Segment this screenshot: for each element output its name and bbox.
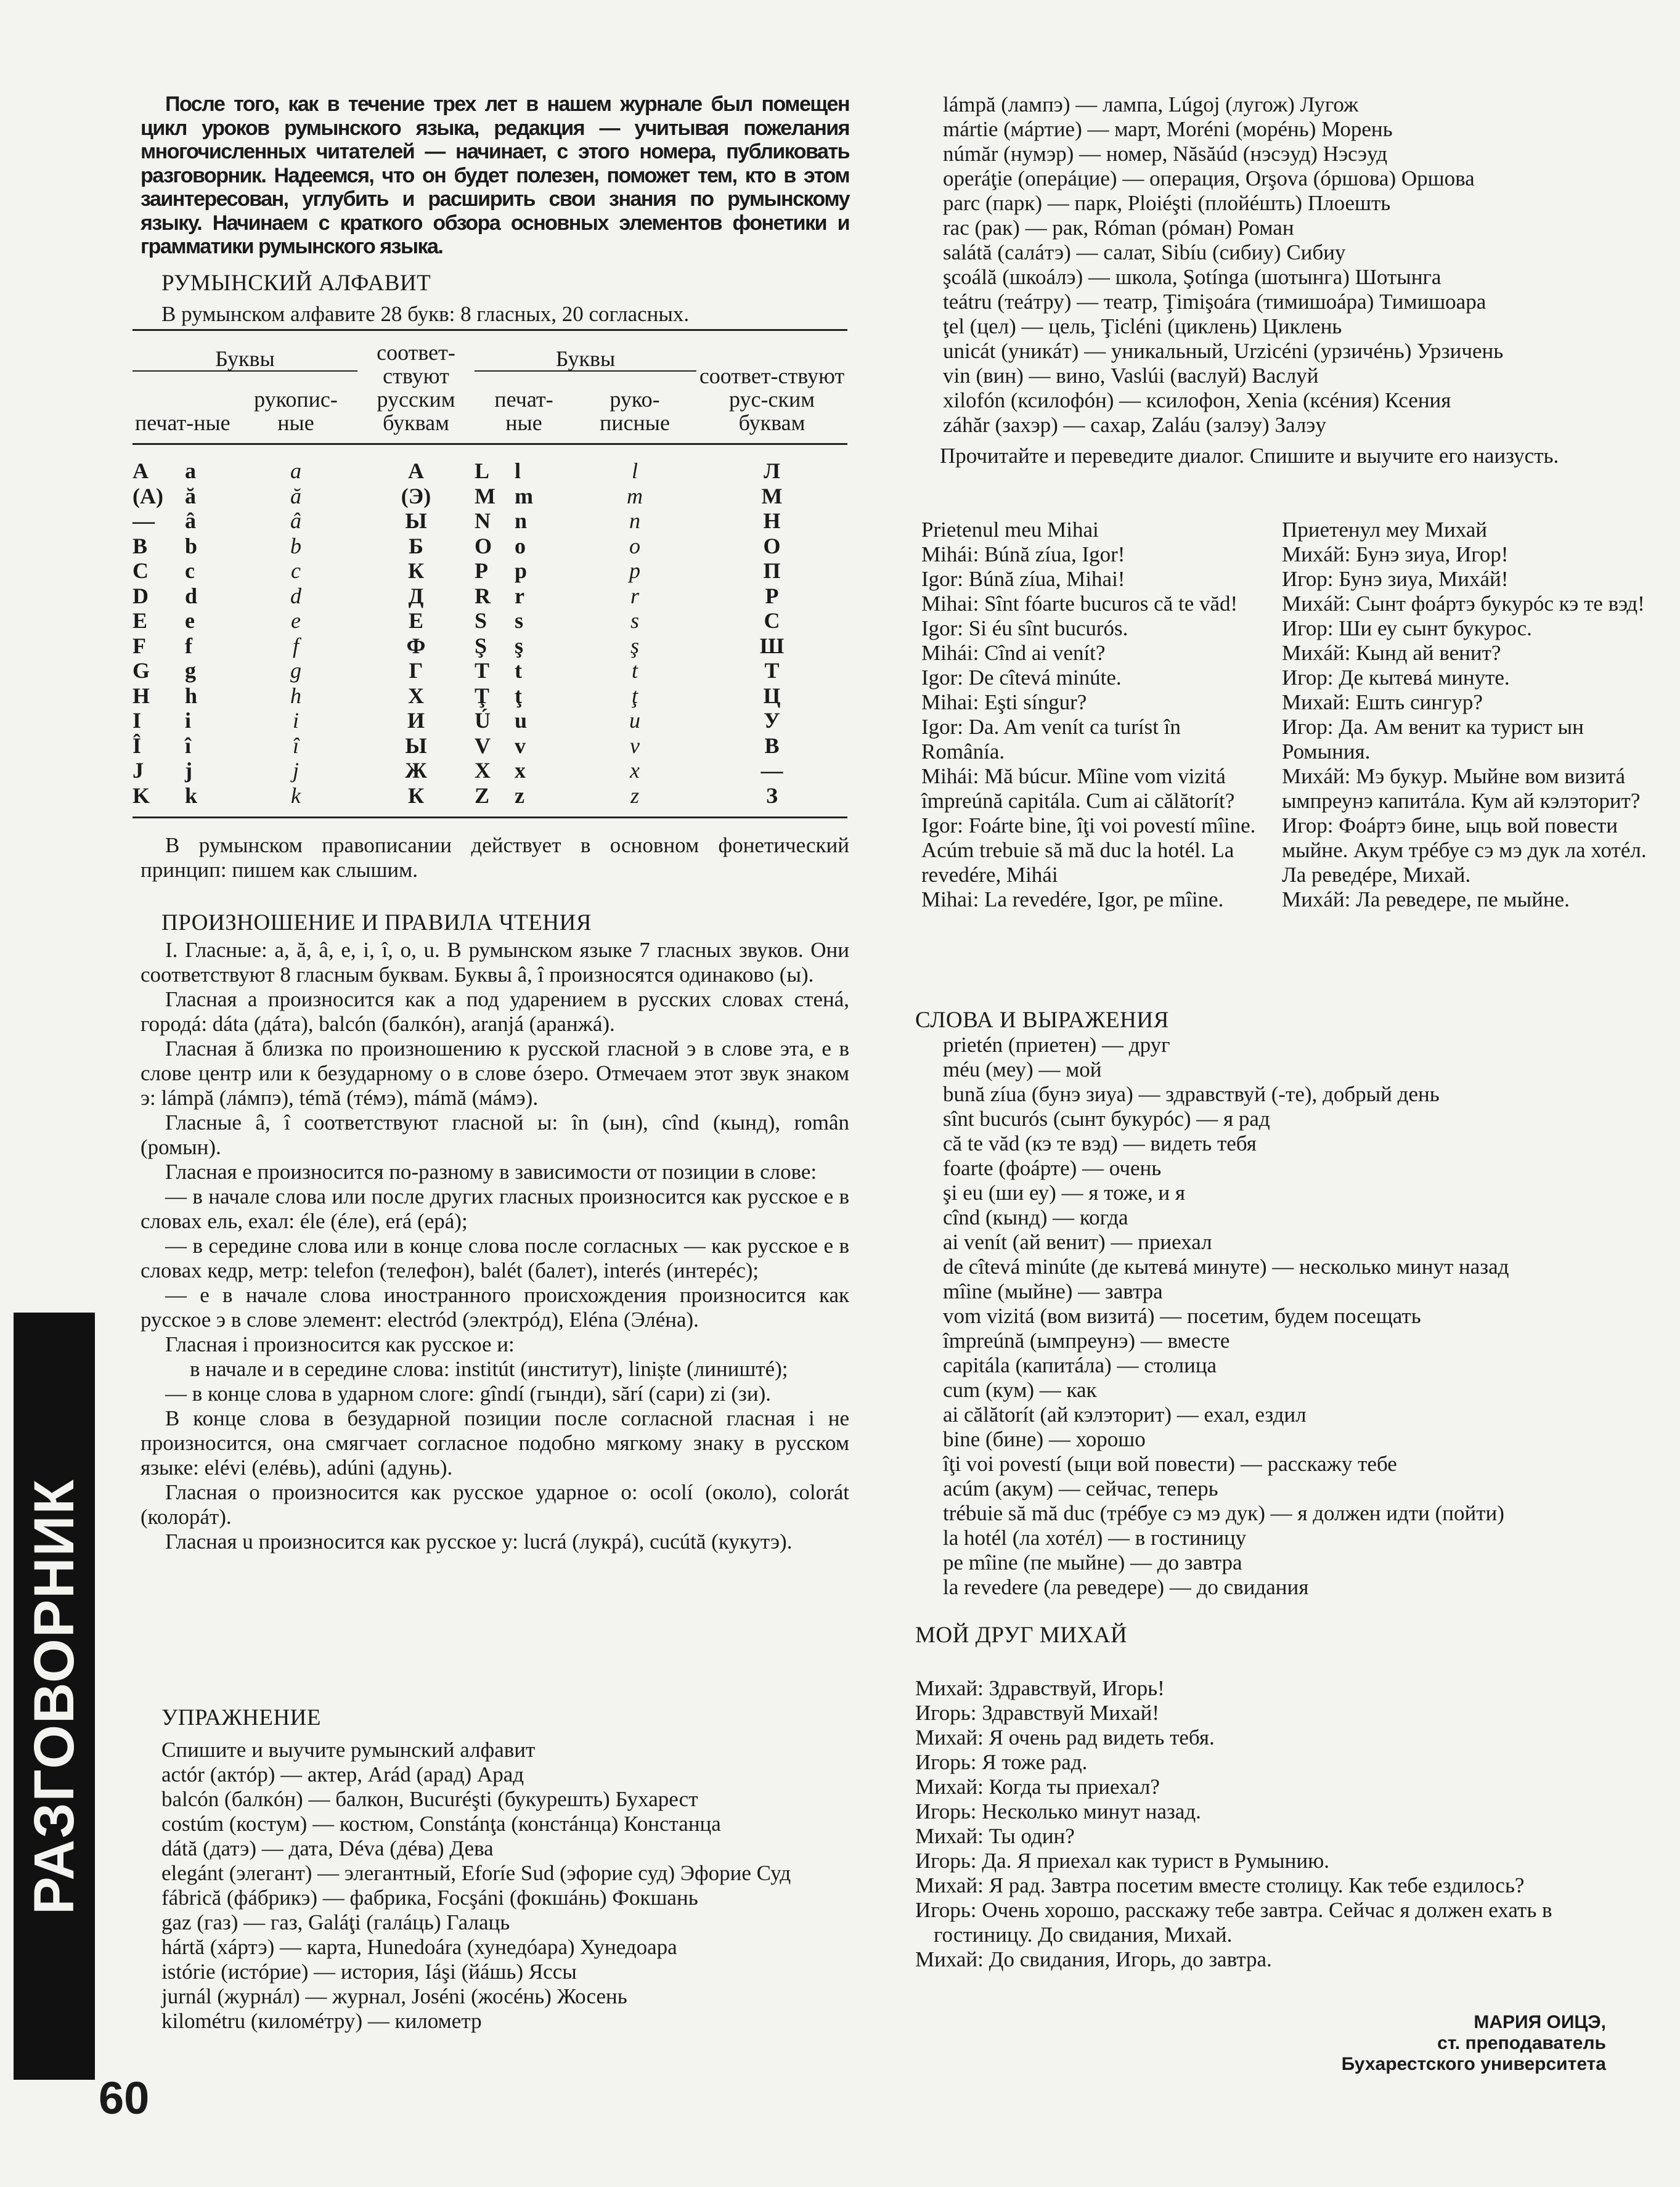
exercise-word: záhăr (захэр) — сахар, Zaláu (залэу) Залэу [943, 413, 1326, 437]
dialog-line-transliteration: Михáй: Мэ букур. Мыйне вом визитá ымпреунэ капитáла. Кум ай кэлэторит? [1282, 764, 1641, 813]
dialog-line-romanian: Igor: Da. Am venít ca turíst în Româníа. [921, 715, 1181, 764]
alphabet-russian-letter: З [765, 783, 778, 808]
alphabet-printed-upper: T [475, 658, 490, 683]
alphabet-printed-lower: ş [515, 633, 524, 658]
exercise-word: elegánt (элегант) — элегантный, Eforíe Sud (эфорие суд) Эфорие Суд [161, 1861, 791, 1885]
exercise-word: salátă (салáтэ) — салат, Sibíu (сибиу) Сибиу [943, 240, 1346, 264]
alphabet-printed-upper: X [475, 758, 491, 783]
alphabet-printed-upper: D [133, 583, 149, 608]
vocabulary-item: şi eu (ши еу) — я тоже, и я [943, 1181, 1185, 1205]
vocabulary-item: la hotél (ла хотéл) — в гостиницу [943, 1526, 1247, 1550]
alphabet-title: РУМЫНСКИЙ АЛФАВИТ [161, 271, 431, 296]
alphabet-printed-upper: I [133, 708, 142, 733]
alphabet-printed-lower: b [185, 533, 198, 558]
alphabet-printed-upper: L [475, 458, 490, 483]
dialog-line-romanian: Igor: Si éu sînt bucurós. [921, 616, 1128, 640]
dialog-line: Игорь: Несколько минут назад. [915, 1799, 1201, 1823]
alphabet-printed-lower: e [185, 608, 195, 633]
exercise-title: УПРАЖНЕНИЕ [161, 1705, 321, 1730]
alphabet-printed-lower: v [515, 733, 526, 758]
exercise-word: unicát (уникáт) — уникальный, Urzicéni (урзичéнь) Урзичень [943, 339, 1504, 363]
alphabet-handwritten: î [292, 733, 299, 758]
alphabet-handwritten: h [290, 683, 301, 708]
alphabet-printed-upper: S [475, 608, 487, 633]
vocabulary-item: bine (бине) — хорошо [943, 1427, 1146, 1451]
alphabet-printed-upper: Ú [475, 708, 491, 733]
alphabet-printed-lower: f [185, 633, 192, 658]
alphabet-printed-upper: F [133, 633, 146, 658]
russian-dialog [915, 1676, 1649, 1972]
dialog-line-romanian: Mihai: La revedére, Igor, pe mîine. [921, 887, 1224, 911]
exercise-word: parc (парк) — парк, Ploiéşti (плойéшть) Плоешть [943, 191, 1391, 215]
exercise-word: rac (рак) — рак, Róman (рóман) Роман [943, 216, 1294, 240]
alphabet-handwritten: e [291, 608, 301, 633]
pronunciation-paragraph: В конце слова в безударной позиции после согласной гласная i не произносится, она смягчает согласное подобно мягкому знаку в русском языке: elévi (елéвь), adúni (адунь). [141, 1406, 849, 1480]
pronunciation-paragraph: — в конце слова в ударном слоге: gîndí (гынди), sărí (сари) zi (зи). [165, 1382, 771, 1406]
author-name: МАРИЯ ОИЦЭ, [1474, 2012, 1606, 2032]
header-printed-right: печат-ные [494, 387, 553, 435]
alphabet-handwritten: m [627, 483, 643, 508]
alphabet-printed-lower: î [185, 733, 192, 758]
vocabulary-item: ai călătorít (ай кэлэторит) — ехал, ездил [943, 1403, 1307, 1427]
vocabulary-item: méu (меу) — мой [943, 1057, 1102, 1081]
author-position: ст. преподаватель [1437, 2033, 1606, 2053]
pronunciation-paragraph: I. Гласные: a, ă, â, e, i, î, o, u. В румынском языке 7 гласных звуков. Они соответствуют 8 гласным буквам. Буквы â, î произносятся одинаково (ы). [141, 938, 849, 987]
alphabet-russian-letter: Г [409, 658, 423, 683]
alphabet-printed-lower: ţ [515, 683, 522, 708]
pronunciation-paragraph: — в середине слова или в конце слова после согласных — как русское е в словах кедр, метр: telefon (телефон), balét (балет), interés (интерéс); [141, 1234, 849, 1282]
dialog-line: Михай: Ты один? [915, 1824, 1075, 1848]
dialog-line: Игорь: Я тоже рад. [915, 1750, 1088, 1774]
dialog-line-transliteration: Михáй: Кынд ай венит? [1282, 641, 1501, 665]
alphabet-printed-upper: G [133, 658, 150, 683]
alphabet-handwritten: ş [630, 633, 639, 658]
dialog-line-transliteration: Игор: Фоáртэ бине, ыць вой повести мыйне. Акум трéбуе сэ мэ дук ла хотéл. Ла реведéре, Михай. [1282, 813, 1647, 887]
alphabet-printed-upper: E [133, 608, 148, 633]
alphabet-russian-letter: У [764, 708, 780, 733]
exercise-word: balcón (балкóн) — балкон, Bucuréşti (букурешть) Бухарест [161, 1787, 698, 1811]
alphabet-printed-lower: a [185, 458, 196, 483]
dialog-ru-title: МОЙ ДРУГ МИХАЙ [915, 1623, 1128, 1648]
header-handwritten-right: руко-писные [600, 387, 670, 435]
alphabet-row [133, 484, 847, 509]
exercise-word: númăr (нумэр) — номер, Năsăúd (нэсэуд) Нэсэуд [943, 142, 1388, 166]
alphabet-row [133, 458, 847, 484]
alphabet-printed-upper: R [475, 583, 491, 608]
alphabet-russian-letter: Ц [763, 683, 781, 708]
pronunciation-body [141, 938, 849, 1554]
alphabet-handwritten: g [290, 658, 301, 683]
alphabet-russian-letter: Н [763, 508, 781, 533]
dialog-line: Игорь: Да. Я приехал как турист в Румынию. [915, 1849, 1330, 1873]
vocabulary-item: ai venít (ай венит) — приехал [943, 1230, 1212, 1254]
vocabulary-item: mîine (мыйне) — завтра [943, 1279, 1163, 1303]
pronunciation-title: ПРОИЗНОШЕНИЕ И ПРАВИЛА ЧТЕНИЯ [161, 910, 592, 935]
pronunciation-paragraph: Гласная o произносится как русское ударное о: ocolí (около), colorát (колорáт). [141, 1480, 849, 1529]
alphabet-printed-lower: g [185, 658, 196, 683]
alphabet-handwritten: a [290, 458, 301, 483]
alphabet-row [133, 758, 847, 783]
alphabet-russian-letter: М [761, 483, 783, 508]
vocabulary-item: împreúnă (ымпреунэ) — вместе [943, 1329, 1230, 1353]
vocabulary-item: sînt bucurós (сынт букурóс) — я рад [943, 1107, 1270, 1131]
alphabet-printed-upper: Ţ [475, 683, 490, 708]
alphabet-subtitle: В румынском алфавите 28 букв: 8 гласных, 20 согласных. [161, 302, 690, 326]
dialog-line: Михай: Я рад. Завтра посетим вместе столицу. Как тебе ездилось? [915, 1873, 1525, 1897]
alphabet-russian-letter: Ф [406, 633, 426, 658]
vocabulary-item: că te văd (кэ те вэд) — видеть тебя [943, 1131, 1257, 1155]
exercise-word: teátru (теáтру) — театр, Ţimişoára (тимишоáра) Тимишоара [943, 290, 1486, 314]
exercise-word: vin (вин) — вино, Vaslúi (васлуй) Васлуй [943, 364, 1319, 388]
section-label: РАЗГОВОРНИК [23, 1478, 86, 1915]
alphabet-printed-lower: r [515, 583, 524, 608]
alphabet-printed-lower: x [515, 758, 526, 783]
alphabet-printed-upper: P [475, 558, 488, 583]
alphabet-handwritten: c [291, 558, 301, 583]
header-corresponds-right: соответ-ствуют рус-ским буквам [699, 364, 845, 435]
alphabet-printed-upper: B [133, 533, 148, 558]
alphabet-row [133, 584, 847, 609]
exercise-words-left [161, 1762, 849, 2034]
alphabet-printed-lower: l [515, 458, 521, 483]
vocabulary-item: capitála (капитáла) — столица [943, 1353, 1217, 1377]
dialog-line-transliteration: Михай: Ешть сингур? [1282, 690, 1483, 714]
alphabet-printed-lower: d [185, 583, 198, 608]
dialog-line-romanian: Prietenul meu Mihai [921, 518, 1099, 542]
alphabet-russian-letter: Т [764, 658, 780, 683]
dialog-line-transliteration: Михáй: Ла реведере, пе мыйне. [1282, 887, 1570, 911]
alphabet-russian-letter: Ы [405, 508, 427, 533]
author-institution: Бухарестского университета [1341, 2054, 1606, 2074]
dialog-line-romanian: Igor: Búnă zíua, Mihai! [921, 567, 1125, 591]
pronunciation-paragraph: Гласная ă близка по произношению к русской гласной э в слове эта, е в слове центр или к безударному о в слове óзеро. Отмечаем этот звук знаком э: lámpă (лáмпэ), témă (тéмэ), mámă (мáмэ). [141, 1036, 849, 1110]
alphabet-handwritten: u [629, 708, 640, 733]
alphabet-russian-letter: Ы [405, 733, 427, 758]
vocabulary-item: vom vizitá (вом визитá) — посетим, будем посещать [943, 1304, 1421, 1328]
dialog-line: Игорь: Здравствуй Михай! [915, 1701, 1159, 1725]
vocabulary-item: pe mîine (пе мыйне) — до завтра [943, 1550, 1242, 1574]
alphabet-handwritten: f [292, 633, 299, 658]
exercise-word: kilométru (киломéтру) — километр [161, 2009, 482, 2033]
alphabet-row [133, 708, 847, 733]
romanian-dialog [921, 518, 1655, 912]
alphabet-printed-upper: N [475, 508, 491, 533]
alphabet-row [133, 558, 847, 584]
exercise-instruction: Спишите и выучите румынский алфавит [161, 1738, 536, 1762]
vocabulary-item: îţi voi povestí (ыци вой повести) — расскажу тебе [943, 1452, 1397, 1476]
dialog-line-romanian: Mihái: Cînd ai venít? [921, 641, 1106, 665]
alphabet-russian-letter: (Э) [401, 483, 431, 508]
dialog-line: Михай: До свидания, Игорь, до завтра. [915, 1947, 1272, 1971]
alphabet-printed-lower: c [185, 558, 195, 583]
dialog-line-transliteration: Приетенул меу Михай [1282, 518, 1487, 542]
alphabet-russian-letter: С [764, 608, 780, 633]
alphabet-row [133, 733, 847, 759]
alphabet-handwritten: s [630, 608, 639, 633]
alphabet-handwritten: x [630, 758, 640, 783]
pronunciation-paragraph: — е в начале слова иностранного происхождения произносится как русское э в слове элемент: electród (электрóд), Eléna (Элéна). [141, 1283, 849, 1332]
pronunciation-paragraph: Гласные â, î соответствуют гласной ы: în (ын), cînd (кынд), român (ромын). [141, 1110, 849, 1159]
vocabulary-item: prietén (приетен) — друг [943, 1033, 1170, 1057]
alphabet-row [133, 783, 847, 808]
alphabet-row [133, 534, 847, 559]
alphabet-russian-letter: И [407, 708, 425, 733]
alphabet-handwritten: l [631, 458, 638, 483]
alphabet-russian-letter: Р [765, 583, 779, 608]
pronunciation-paragraph: в начале и в середине слова: institút (институт), liniște (лиништé); [190, 1357, 788, 1381]
dialog-line-transliteration: Михáй: Бунэ зиуа, Игор! [1282, 542, 1509, 566]
vocabulary-item: de cîtevá minúte (де кытевá минуте) — несколько минут назад [943, 1255, 1509, 1279]
pronunciation-paragraph: Гласная a произносится как а под ударением в русских словах стенá, городá: dáta (дáта), balcón (балкóн), aranjá (аранжá). [141, 987, 849, 1036]
alphabet-russian-letter: П [763, 558, 781, 583]
header-letters-left: Буквы [133, 330, 357, 372]
dialog-line-transliteration: Игор: Де кытевá минуте. [1282, 666, 1510, 690]
alphabet-handwritten: r [630, 583, 639, 608]
vocabulary-list [943, 1033, 1649, 1600]
dialog-line-romanian: Mihái: Búnă zíua, Igor! [921, 542, 1125, 566]
header-corresponds-left: соответ-ствуют русским буквам [377, 340, 455, 435]
dialog-line-romanian: Mihái: Mă búcur. Mîine vom vizitá împreúnă capitála. Cum ai călătorít? [921, 764, 1235, 813]
dialog-line-transliteration: Михáй: Сынт фоáртэ букурóс кэ те вэд! [1282, 592, 1645, 616]
vocabulary-item: acúm (акум) — сейчас, теперь [943, 1476, 1218, 1501]
alphabet-printed-upper: M [475, 483, 495, 508]
alphabet-russian-letter: В [764, 733, 780, 758]
dialog-line: Михай: Я очень рад видеть тебя. [915, 1725, 1215, 1749]
dialog-line-transliteration: Игор: Да. Ам венит ка турист ын Ромыния. [1282, 715, 1584, 764]
author-signature [1342, 2012, 1606, 2075]
alphabet-russian-letter: А [408, 458, 424, 483]
dialog-line-transliteration: Игор: Бунэ зиуа, Михáй! [1282, 567, 1509, 591]
alphabet-printed-lower: i [185, 708, 192, 733]
alphabet-row [133, 508, 847, 534]
alphabet-printed-upper: J [133, 758, 144, 783]
alphabet-handwritten: ţ [631, 683, 638, 708]
page-number: 60 [99, 2072, 150, 2124]
exercise-word: fábrică (фáбрикэ) — фабрика, Focşáni (фокшáнь) Фокшань [161, 1886, 698, 1910]
alphabet-handwritten: v [630, 733, 640, 758]
vocabulary-item: trébuie să mă duc (трéбуе сэ мэ дук) — я должен идти (пойти) [943, 1501, 1504, 1525]
exercise-word: dátă (датэ) — дата, Déva (дéва) Дева [161, 1836, 494, 1860]
exercise-word: jurnál (журнáл) — журнал, Joséni (жосéнь) Жосень [161, 1984, 627, 2008]
pronunciation-paragraph: Гласная i произносится как русское и: [165, 1332, 515, 1356]
alphabet-printed-lower: t [515, 658, 522, 683]
vocabulary-item: cînd (кынд) — когда [943, 1205, 1128, 1229]
alphabet-table [133, 329, 847, 818]
header-handwritten-left: рукопис-ные [254, 387, 338, 435]
alphabet-printed-upper: H [133, 683, 150, 708]
alphabet-table-wrapper [133, 329, 845, 818]
alphabet-handwritten: d [290, 583, 301, 608]
header-letters-right: Буквы [475, 330, 696, 372]
exercise-word: xilofón (ксилофóн) — ксилофон, Xenia (ксéния) Ксения [943, 388, 1451, 412]
pronunciation-paragraph: Гласная u произносится как русское у: lucrá (лукрá), cucútă (кукутэ). [165, 1529, 793, 1554]
section-label-bar [14, 1313, 95, 2080]
vocabulary-item: bună zíua (бунэ зиуа) — здравствуй (-те), добрый день [943, 1082, 1440, 1106]
alphabet-printed-upper: — [133, 508, 155, 533]
alphabet-printed-upper: O [475, 533, 492, 558]
alphabet-printed-upper: C [133, 558, 149, 583]
alphabet-handwritten: â [290, 508, 301, 533]
exercise-word: gaz (газ) — газ, Galáţi (галáць) Галаць [161, 1910, 510, 1934]
dialog-line-romanian: Mihai: Eşti síngur? [921, 690, 1087, 714]
exercise-word: mártie (мáртие) — март, Moréni (морéнь) Морень [943, 117, 1393, 141]
alphabet-handwritten: ă [290, 483, 301, 508]
alphabet-handwritten: p [629, 558, 640, 583]
dialog-line-transliteration: Игор: Ши еу сынт букурос. [1282, 616, 1532, 640]
dialog-line: Михай: Здравствуй, Игорь! [915, 1676, 1165, 1700]
alphabet-handwritten: k [291, 783, 301, 808]
alphabet-row [133, 608, 847, 633]
exercise-word: lámpă (лампэ) — лампа, Lúgoj (лугож) Лугож [943, 92, 1359, 116]
alphabet-printed-lower: n [515, 508, 528, 533]
alphabet-russian-letter: Х [408, 683, 424, 708]
dialog-line-romanian: Igor: De cîtevá minúte. [921, 666, 1122, 690]
alphabet-printed-lower: j [185, 758, 192, 783]
vocabulary-item: la revedere (ла реведере) — до свидания [943, 1575, 1309, 1599]
alphabet-printed-lower: o [515, 533, 526, 558]
alphabet-russian-letter: Д [408, 583, 424, 608]
alphabet-printed-lower: k [185, 783, 198, 808]
alphabet-russian-letter: Е [408, 608, 423, 633]
alphabet-russian-letter: Ш [759, 633, 785, 658]
dialog-line-romanian: Igor: Foárte bine, îţi voi povestí mîine. Acúm trebuie să mă duc la hotél. La revedére, Mihái [921, 813, 1256, 887]
alphabet-handwritten: b [290, 533, 301, 558]
alphabet-printed-upper: K [133, 783, 150, 808]
alphabet-handwritten: i [292, 708, 299, 733]
exercise-word: costúm (костум) — костюм, Constánţa (констáнца) Констанца [161, 1812, 721, 1836]
alphabet-handwritten: n [629, 508, 640, 533]
exercise-words-right [943, 92, 1649, 438]
exercise-word: şcoálă (шкоáлэ) — школа, Şotínga (шотынга) Шотынга [943, 265, 1441, 289]
exercise-word: actór (актóр) — актер, Arád (арад) Арад [161, 1762, 524, 1786]
pronunciation-paragraph: — в начале слова или после других гласных произносится как русское е в словах ель, ехал: éle (éле), erá (ерá); [141, 1184, 849, 1233]
alphabet-printed-lower: u [515, 708, 528, 733]
exercise-word: istórie (истóрие) — история, Iáşi (йáшь) Яссы [161, 1960, 577, 1984]
exercise-word: hártă (хáртэ) — карта, Hunedoára (хунедóара) Хунедоара [161, 1935, 677, 1959]
alphabet-printed-lower: p [515, 558, 528, 583]
alphabet-printed-upper: Î [133, 733, 142, 758]
alphabet-row [133, 683, 847, 709]
alphabet-printed-lower: ă [185, 483, 196, 508]
alphabet-printed-upper: (A) [133, 483, 163, 508]
exercise-word: ţel (цел) — цель, Ţicléni (циклень) Циклень [943, 314, 1342, 338]
alphabet-printed-lower: s [515, 608, 524, 633]
alphabet-printed-lower: h [185, 683, 198, 708]
alphabet-russian-letter: Л [764, 458, 780, 483]
read-instruction: Прочитайте и переведите диалог. Спишите и выучите его наизусть. [940, 444, 1559, 468]
exercise-word: operáţie (оперáцие) — операция, Orşova (óршова) Оршова [943, 166, 1475, 190]
alphabet-row [133, 633, 847, 659]
alphabet-printed-lower: m [515, 483, 533, 508]
alphabet-handwritten: t [631, 658, 638, 683]
alphabet-printed-upper: Z [475, 783, 490, 808]
alphabet-handwritten: j [292, 758, 299, 783]
alphabet-russian-letter: — [760, 758, 783, 783]
vocabulary-item: cum (кум) — как [943, 1378, 1097, 1402]
alphabet-russian-letter: Ж [405, 758, 427, 783]
alphabet-printed-upper: Ş [475, 633, 487, 658]
header-printed-left: печат-ные [135, 410, 230, 435]
alphabet-russian-letter: К [407, 558, 425, 583]
alphabet-printed-lower: â [185, 508, 196, 533]
alphabet-russian-letter: Б [409, 533, 423, 558]
dialog-line: Игорь: Очень хорошо, расскажу тебе завтра. Сейчас я должен ехать в гостиницу. До свидания, Михай. [915, 1898, 1552, 1947]
alphabet-handwritten: z [630, 783, 639, 808]
alphabet-russian-letter: О [763, 533, 781, 558]
alphabet-printed-upper: A [133, 458, 149, 483]
intro-paragraph: После того, как в течение трех лет в нашем журнале был помещен цикл уроков румынского языка, редакция — учитывая пожелания многочисленных читателей — начинает, с этого номера, публиковать разговорник. Надеемся, что он будет полезен, поможет тем, кто в этом заинтересован, углубить и расширить свои знания по румынскому языку. Начинаем с краткого обзора основных элементов фонетики и грамматики румынского языка. [141, 92, 849, 258]
pronunciation-paragraph: Гласная е произносится по-разному в зависимости от позиции в слове: [165, 1160, 817, 1184]
vocabulary-item: foarte (фоáрте) — очень [943, 1156, 1162, 1180]
spelling-note: В румынском правописании действует в основном фонетический принцип: пишем как слышим. [141, 833, 849, 882]
alphabet-handwritten: o [629, 533, 640, 558]
alphabet-printed-upper: V [475, 733, 491, 758]
alphabet-row [133, 658, 847, 683]
alphabet-printed-lower: z [515, 783, 524, 808]
dialog-line: Михай: Когда ты приехал? [915, 1775, 1160, 1799]
dialog-line-romanian: Mihai: Sînt fóarte bucuros că te văd! [921, 592, 1238, 616]
vocabulary-title: СЛОВА И ВЫРАЖЕНИЯ [915, 1008, 1169, 1033]
alphabet-russian-letter: К [407, 783, 425, 808]
